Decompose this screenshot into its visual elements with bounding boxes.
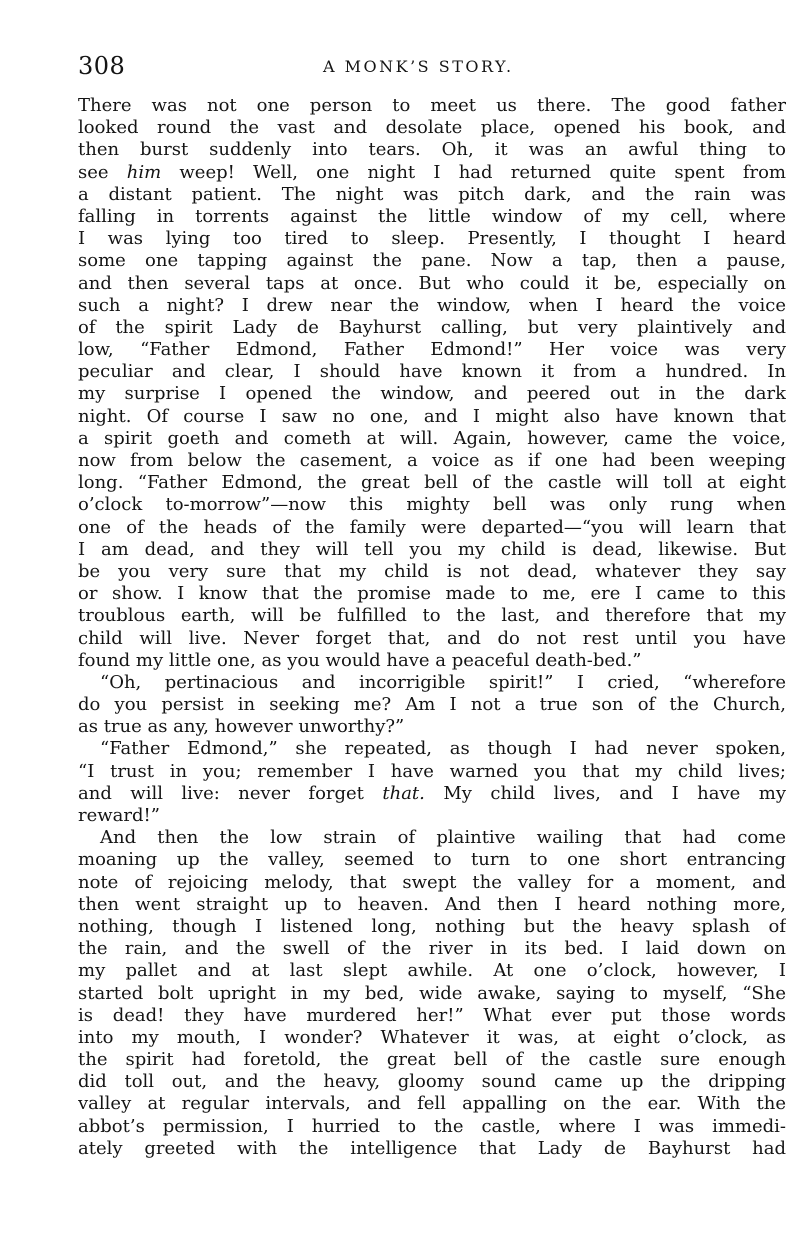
text-line: such a night? I drew near the window, when I heard the voice [78,294,786,316]
page-header [78,52,768,82]
text-run: and will live: never forget [78,782,383,804]
text-line: one of the heads of the family were departed—“you will learn that [78,516,786,538]
text-line: child will live. Never forget that, and do not rest until you have [78,627,786,649]
text-line: night. Of course I saw no one, and I might also have known that [78,405,786,427]
text-line: And then the low strain of plaintive wailing that had come [100,827,786,849]
text-line: There was not one person to meet us there. The good father [78,95,786,116]
text-line: “I trust in you; remember I have warned you that my child lives; [78,760,786,782]
text-line: a spirit goeth and cometh at will. Again, however, came the voice, [78,427,786,449]
italic-word: him [126,161,162,183]
text-line: long. “Father Edmond, the great bell of the castle will toll at eight [78,472,786,494]
text-line: abbot’s permission, I hurried to the castle, where I was immedi- [78,1115,786,1137]
text-line: of the spirit Lady de Bayhurst calling, but very plaintively and [78,316,786,338]
text-line: low, “Father Edmond, Father Edmond!” Her voice was very [78,339,786,361]
page-number: 308 [78,52,126,80]
text-line: peculiar and clear, I should have known it from a hundred. In [78,361,786,383]
text-line: started bolt upright in my bed, wide awake, saying to myself, “She [78,982,786,1004]
running-title: A MONK’S STORY. [323,57,514,76]
text-line: reward!” [78,805,160,826]
text-line: note of rejoicing melody, that swept the valley for a moment, and [78,871,786,893]
text-line: the spirit had foretold, the great bell of the castle sure enough [78,1049,786,1071]
text-line: then went straight up to heaven. And then I heard nothing more, [78,893,786,915]
text-line: my surprise I opened the window, and peered out in the dark [78,383,786,405]
body-text [78,95,786,1160]
text-line: nothing, though I listened long, nothing but the heavy splash of [78,915,786,937]
text-line: I was lying too tired to sleep. Presently, I thought I heard [78,228,786,250]
text-line [78,162,786,184]
text-line: falling in torrents against the little window of my cell, where [78,205,786,227]
italic-word: that. [382,782,425,804]
text-line: moaning up the valley, seemed to turn to one short entrancing [78,849,786,871]
text-run: My child lives, and I have my [424,782,786,804]
text-run: weep! Well, one night I had returned quite spent from [161,161,786,183]
text-line: be you very sure that my child is not dead, whatever they say [78,560,786,582]
text-line: some one tapping against the pane. Now a tap, then a pause, [78,250,786,272]
text-line: looked round the vast and desolate place, opened his book, and [78,117,786,139]
text-line: valley at regular intervals, and fell appalling on the ear. With the [78,1093,786,1115]
text-line: found my little one, as you would have a peaceful death-bed.” [78,649,642,671]
text-line: “Father Edmond,” she repeated, as though I had never spoken, [100,738,786,760]
text-line: a distant patient. The night was pitch dark, and the rain was [78,183,786,205]
text-line: is dead! they have murdered her!” What ever put those words [78,1004,786,1026]
text-line: or show. I know that the promise made to me, ere I came to this [78,583,786,605]
text-line [78,783,786,805]
text-line: troublous earth, will be fulfilled to the last, and therefore that my [78,605,786,627]
text-line: as true as any, however unworthy?” [78,716,405,738]
text-line: the rain, and the swell of the river in its bed. I laid down on [78,938,786,960]
text-line: I am dead, and they will tell you my child is dead, likewise. But [78,538,786,560]
text-line: my pallet and at last slept awhile. At one o’clock, however, I [78,960,786,982]
text-line: now from below the casement, a voice as if one had been weeping [78,450,786,471]
text-run: see [78,161,127,183]
text-line: and then several taps at once. But who could it be, especially on [78,272,786,294]
text-line: o’clock to-morrow”—now this mighty bell was only rung when [78,494,786,516]
text-line: into my mouth, I wonder? Whatever it was, at eight o’clock, as [78,1026,786,1048]
text-line: did toll out, and the heavy, gloomy sound came up the dripping [78,1071,786,1093]
text-line: then burst suddenly into tears. Oh, it was an awful thing to [78,139,786,161]
text-line: ately greeted with the intelligence that Lady de Bayhurst had [78,1137,786,1159]
text-line: “Oh, pertinacious and incorrigible spirit!” I cried, “wherefore [100,671,786,693]
text-line: do you persist in seeking me? Am I not a true son of the Church, [78,694,786,716]
